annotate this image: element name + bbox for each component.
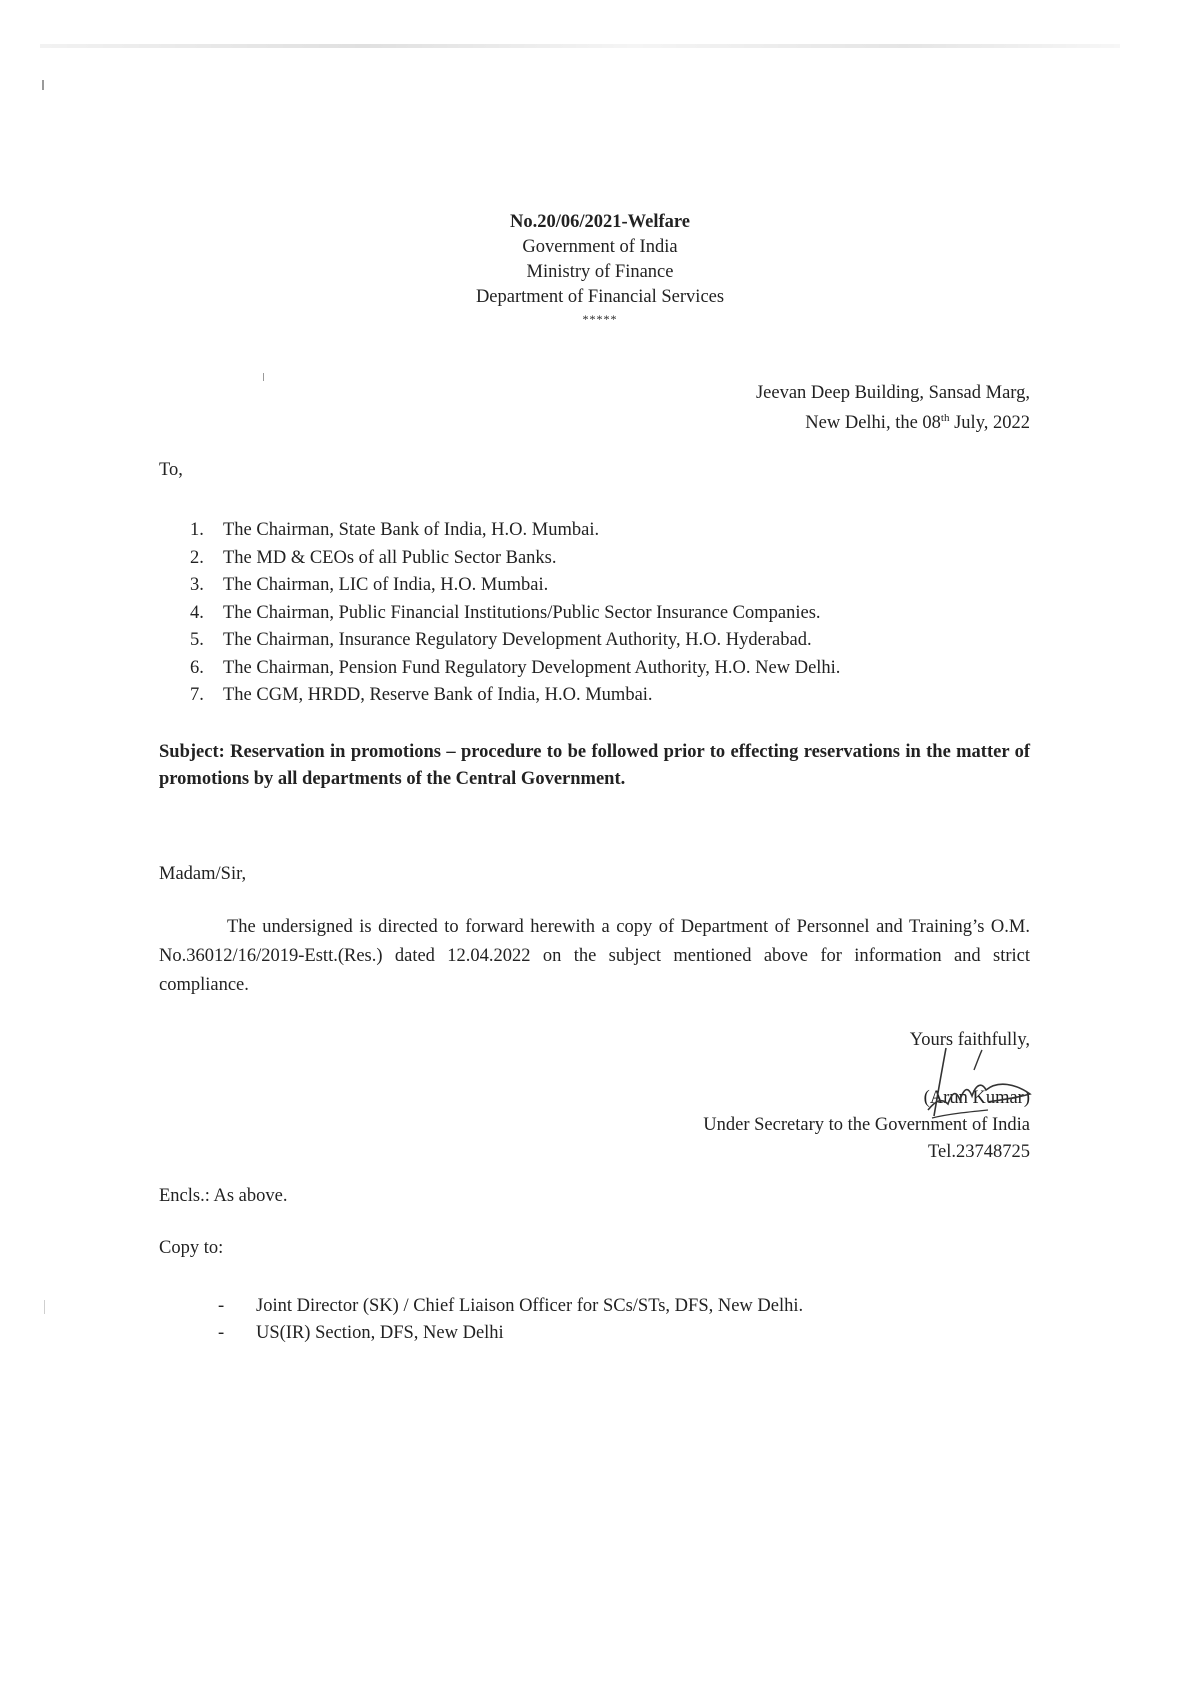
date-ordinal: th [940,412,950,424]
address-line: Jeevan Deep Building, Sansad Marg, [755,383,1030,403]
closing: Yours faithfully, [909,1030,1030,1050]
scan-speck [44,1300,45,1314]
reference-number: No.20/06/2021-Welfare [509,212,690,232]
subject-line: Subject: Reservation in promotions – procedure to be followed prior to effecting reservations in the matter of promotions by all departments of the Central Government. [159,742,1030,789]
list-number: 4. [190,602,204,623]
signatory-designation: Under Secretary to the Government of India [703,1115,1030,1135]
letter-header [0,210,1200,328]
sender-address [756,381,1030,436]
recipient-text: The Chairman, LIC of India, H.O. Mumbai. [223,575,549,595]
copy-recipient-text: US(IR) Section, DFS, New Delhi [256,1323,504,1343]
department-name: Department of Financial Services [475,287,725,307]
copy-to-list [218,1293,803,1347]
body-paragraph: The undersigned is directed to forward herewith a copy of Department of Personnel and Training’s O.M. No.36012/16/2019-Estt.(Res.) dated 12.04.2022 on the subject mentioned above for information and strict compliance. [159,917,1030,995]
list-number: 3. [190,575,204,595]
copy-to-label: Copy to: [159,1238,224,1258]
government-name: Government of India [522,237,678,257]
list-item [218,1293,803,1320]
list-item [190,682,840,710]
scan-speck [42,80,44,90]
list-item [218,1320,803,1347]
handwritten-signature [908,1040,1038,1120]
list-item [190,517,840,545]
recipient-text: The Chairman, Pension Fund Regulatory Development Authority, H.O. New Delhi. [223,657,841,678]
copy-recipient-text: Joint Director (SK) / Chief Liaison Officer for SCs/STs, DFS, New Delhi. [256,1296,804,1316]
list-dash: - [218,1323,225,1343]
list-item [190,600,840,628]
list-dash: - [218,1296,225,1316]
list-number: 7. [190,685,204,705]
list-item [190,572,840,600]
date-prefix: New Delhi, the 08 [805,413,941,434]
recipient-text: The Chairman, State Bank of India, H.O. Mumbai. [223,520,600,540]
recipient-text: The Chairman, Insurance Regulatory Development Authority, H.O. Hyderabad. [223,630,812,650]
list-item [190,655,840,683]
recipient-text: The MD & CEOs of all Public Sector Banks. [223,547,557,568]
list-number: 1. [190,520,204,540]
recipient-text: The CGM, HRDD, Reserve Bank of India, H.O. Mumbai. [223,685,653,705]
list-item [190,545,840,573]
recipient-text: The Chairman, Public Financial Institutions/Public Sector Insurance Companies. [223,602,821,623]
scan-speck [263,373,264,381]
enclosures: Encls.: As above. [159,1186,288,1206]
to-label: To, [159,460,183,480]
list-item [190,627,840,655]
salutation: Madam/Sir, [159,864,247,884]
list-number: 5. [190,630,204,650]
ministry-name: Ministry of Finance [526,262,674,282]
list-number: 6. [190,657,204,678]
header-stars: ***** [582,312,618,326]
scan-artifact-streak [40,44,1120,48]
signatory-name: (Arun Kumar) [923,1088,1030,1108]
recipient-list [190,517,840,710]
letter-date [756,406,1030,436]
list-number: 2. [190,547,204,568]
signatory-telephone: Tel.23748725 [928,1142,1030,1162]
date-suffix: July, 2022 [949,413,1030,434]
